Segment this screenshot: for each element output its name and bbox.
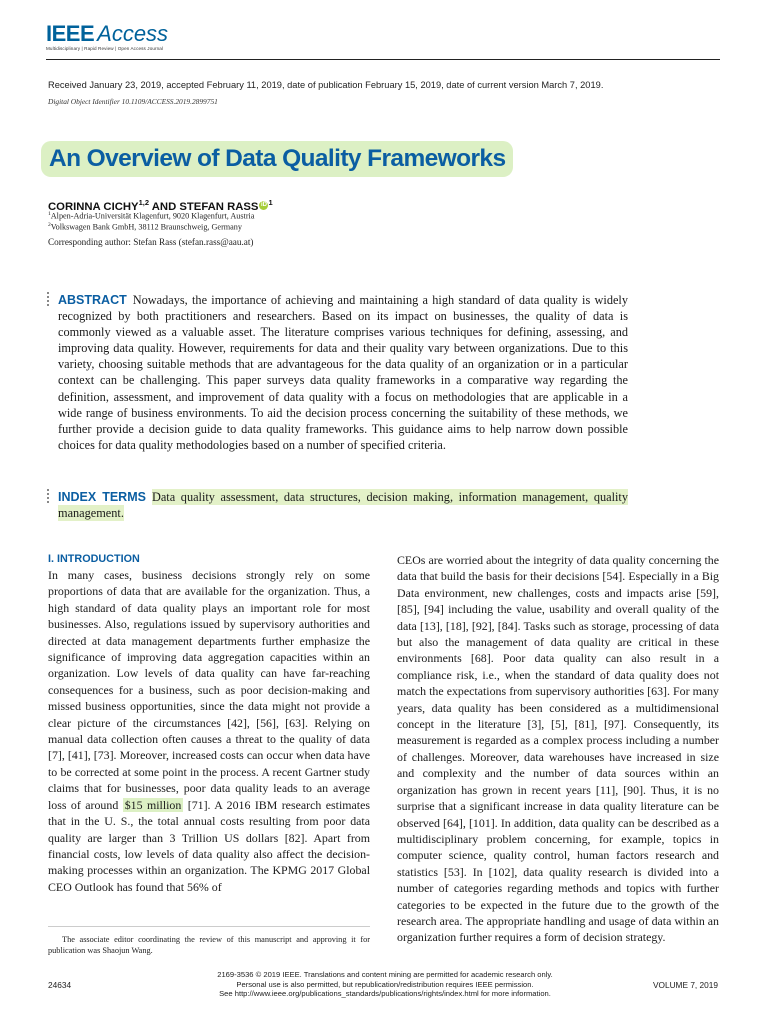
author-connector: AND — [149, 200, 180, 213]
copyright-notice — [150, 970, 620, 999]
page-number: 24634 — [48, 980, 72, 990]
affiliation-2 — [48, 222, 242, 232]
intro-text-part-2: [71]. A 2016 IBM research estimates that in the U. S., the total annual costs resulting from poor data quality are larger than 3 Trillion US dollars [82]. Apart from financial costs, low levels of data quality also affect the decision-making processes within an organization. The KPMG 2017 Global CEO Outlook has found that 56% of — [48, 797, 370, 894]
logo-access-text: Access — [97, 21, 169, 46]
index-terms-text: Data quality assessment, data structures, decision making, information management, quality management. — [58, 490, 628, 521]
volume-label: VOLUME 7, 2019 — [652, 980, 718, 990]
abstract-label: ABSTRACT — [58, 293, 127, 307]
affiliation-1-sup: 1 — [48, 211, 51, 217]
index-terms-toggle-icon[interactable] — [47, 489, 50, 505]
copyright-line-3[interactable]: See http://www.ieee.org/publications_standards/publications/rights/index.html for more information. — [219, 989, 551, 999]
intro-text-part-1: In many cases, business decisions strongly rely on some proportions of data that are available for the organization. Thus, a high standard of data quality plays an important role for most businesses. Also, regulations issued by supervisory authorities and directed at data management departments further emphasize the significance of improving data aggregation capacities within an organization. Low levels of data quality can have far-reaching consequences for a business, such as poor decision-making and missed business opportunities, since the data might not provide a clear picture of the circumstances [42], [56], [63]. Relying on manual data collection often causes a threat to the quality of data [7], [41], [73]. Moreover, increased costs can occur when data have to be corrected at some point in the process. A recent Gartner study claims that for businesses, poor data quality leads to an average loss of around — [48, 568, 370, 812]
affiliation-1 — [48, 211, 254, 221]
abstract-text: Nowadays, the importance of achieving and maintaining a high standard of data quality is widely recognized by both practitioners and researchers. Based on its impact on businesses, the quality of data is commonly viewed as a valuable asset. The literature comprises various techniques for defining, assessing, and improving data quality. However, requirements for data and their quality vary between organizations. Due to this variety, choosing suitable methods that are advantageous for the data quality of an organization or in a particular context can be challenging. This paper surveys data quality frameworks in a comparative way regarding the definition, assessment, and improvement of data quality with a focus on methodologies that are applicable in a wide range of business environments. To aid the decision process concerning the suitability of these methods, we further provide a decision guide to data quality frameworks. This guidance aims to help narrow down possible choices for data quality methodologies based on a number of specified criteria. — [58, 293, 628, 452]
logo-tagline: Multidisciplinary | Rapid Review | Open Access Journal — [46, 46, 164, 51]
header-rule — [46, 59, 720, 60]
copyright-line-2: Personal use is also permitted, but republication/redistribution requires IEEE permission. — [236, 979, 534, 989]
index-terms — [58, 489, 628, 522]
editor-footnote: The associate editor coordinating the review of this manuscript and approving it for publication was Shaojun Wang. — [48, 935, 370, 955]
left-column — [48, 552, 370, 895]
author-1-affil-sup: 1,2 — [138, 198, 150, 207]
received-line: Received January 23, 2019, accepted February 11, 2019, date of publication February 15, 2019, date of current version March 7, 2019. — [48, 80, 604, 90]
affiliation-2-sup: 2 — [48, 222, 51, 228]
corresponding-author: Corresponding author: Stefan Rass (stefan.rass@aau.at) — [48, 237, 254, 247]
section-heading-introduction: I. INTRODUCTION — [48, 553, 140, 565]
intro-paragraph-right: CEOs are worried about the integrity of data quality concerning the data that build the basis for their decisions [54]. Especially in a Big Data environment, new challenges, costs and impacts arise [59], [85], [94] including the value, usability and overall quality of the data [13], [18], [92], [84]. Tasks such as storage, processing of data but also the management of data quality are critical in these environments [68]. Poor data quality can also result in a compliance risk, i.e., when the standard of data quality does not match the expectations from supervisory authorities [63]. For many years, data quality has been considered as a multidimensional concept in the literature [3], [5], [81], [97]. Consequently, its measurement is regarded as a complex process including a number of challenges. Moreover, data warehouses have increased in size and complexity and the number of data sources within an organization has grown in recent years [11], [90]. Thus, it is no surprise that a significant increase in data quality literature can be observed [64], [101]. In addition, data quality can be described as a multidisciplinary problem concerning, for example, topics in computer science, quality control, human factors research and statistics [53]. In [102], data quality research is divided into a number of categories regarding methods and topics with further categories to be expected in the future due to the growth of the research area. The appropriate handling and usage of data within an organization further requires a form of decision strategy. — [397, 553, 719, 945]
abstract-toggle-icon[interactable] — [47, 292, 50, 308]
copyright-line-1: 2169-3536 © 2019 IEEE. Translations and content mining are permitted for academic research only. — [217, 970, 553, 979]
abstract — [58, 292, 628, 453]
index-terms-label: INDEX TERMS — [58, 490, 146, 504]
author-1: CORINNA CICHY — [48, 200, 139, 213]
author-2: STEFAN RASS — [179, 200, 259, 213]
doi-line: Digital Object Identifier 10.1109/ACCESS.2019.2899751 — [48, 97, 218, 106]
ieee-access-logo — [46, 22, 168, 52]
affiliation-1-text: Alpen-Adria-Universität Klagenfurt, 9020 Klagenfurt, Austria — [50, 211, 255, 221]
affiliation-2-text: Volkswagen Bank GmbH, 38112 Braunschweig, Germany — [50, 222, 242, 232]
orcid-icon[interactable]: iD — [260, 201, 267, 208]
intro-paragraph-left — [48, 567, 370, 895]
footnote-rule — [48, 926, 370, 927]
highlighted-amount[interactable]: $15 million — [124, 797, 182, 812]
logo-ieee-text: IEEE — [46, 21, 95, 46]
author-2-affil-sup: 1 — [268, 198, 273, 207]
right-column — [397, 552, 719, 946]
paper-title: An Overview of Data Quality Frameworks — [41, 141, 513, 177]
